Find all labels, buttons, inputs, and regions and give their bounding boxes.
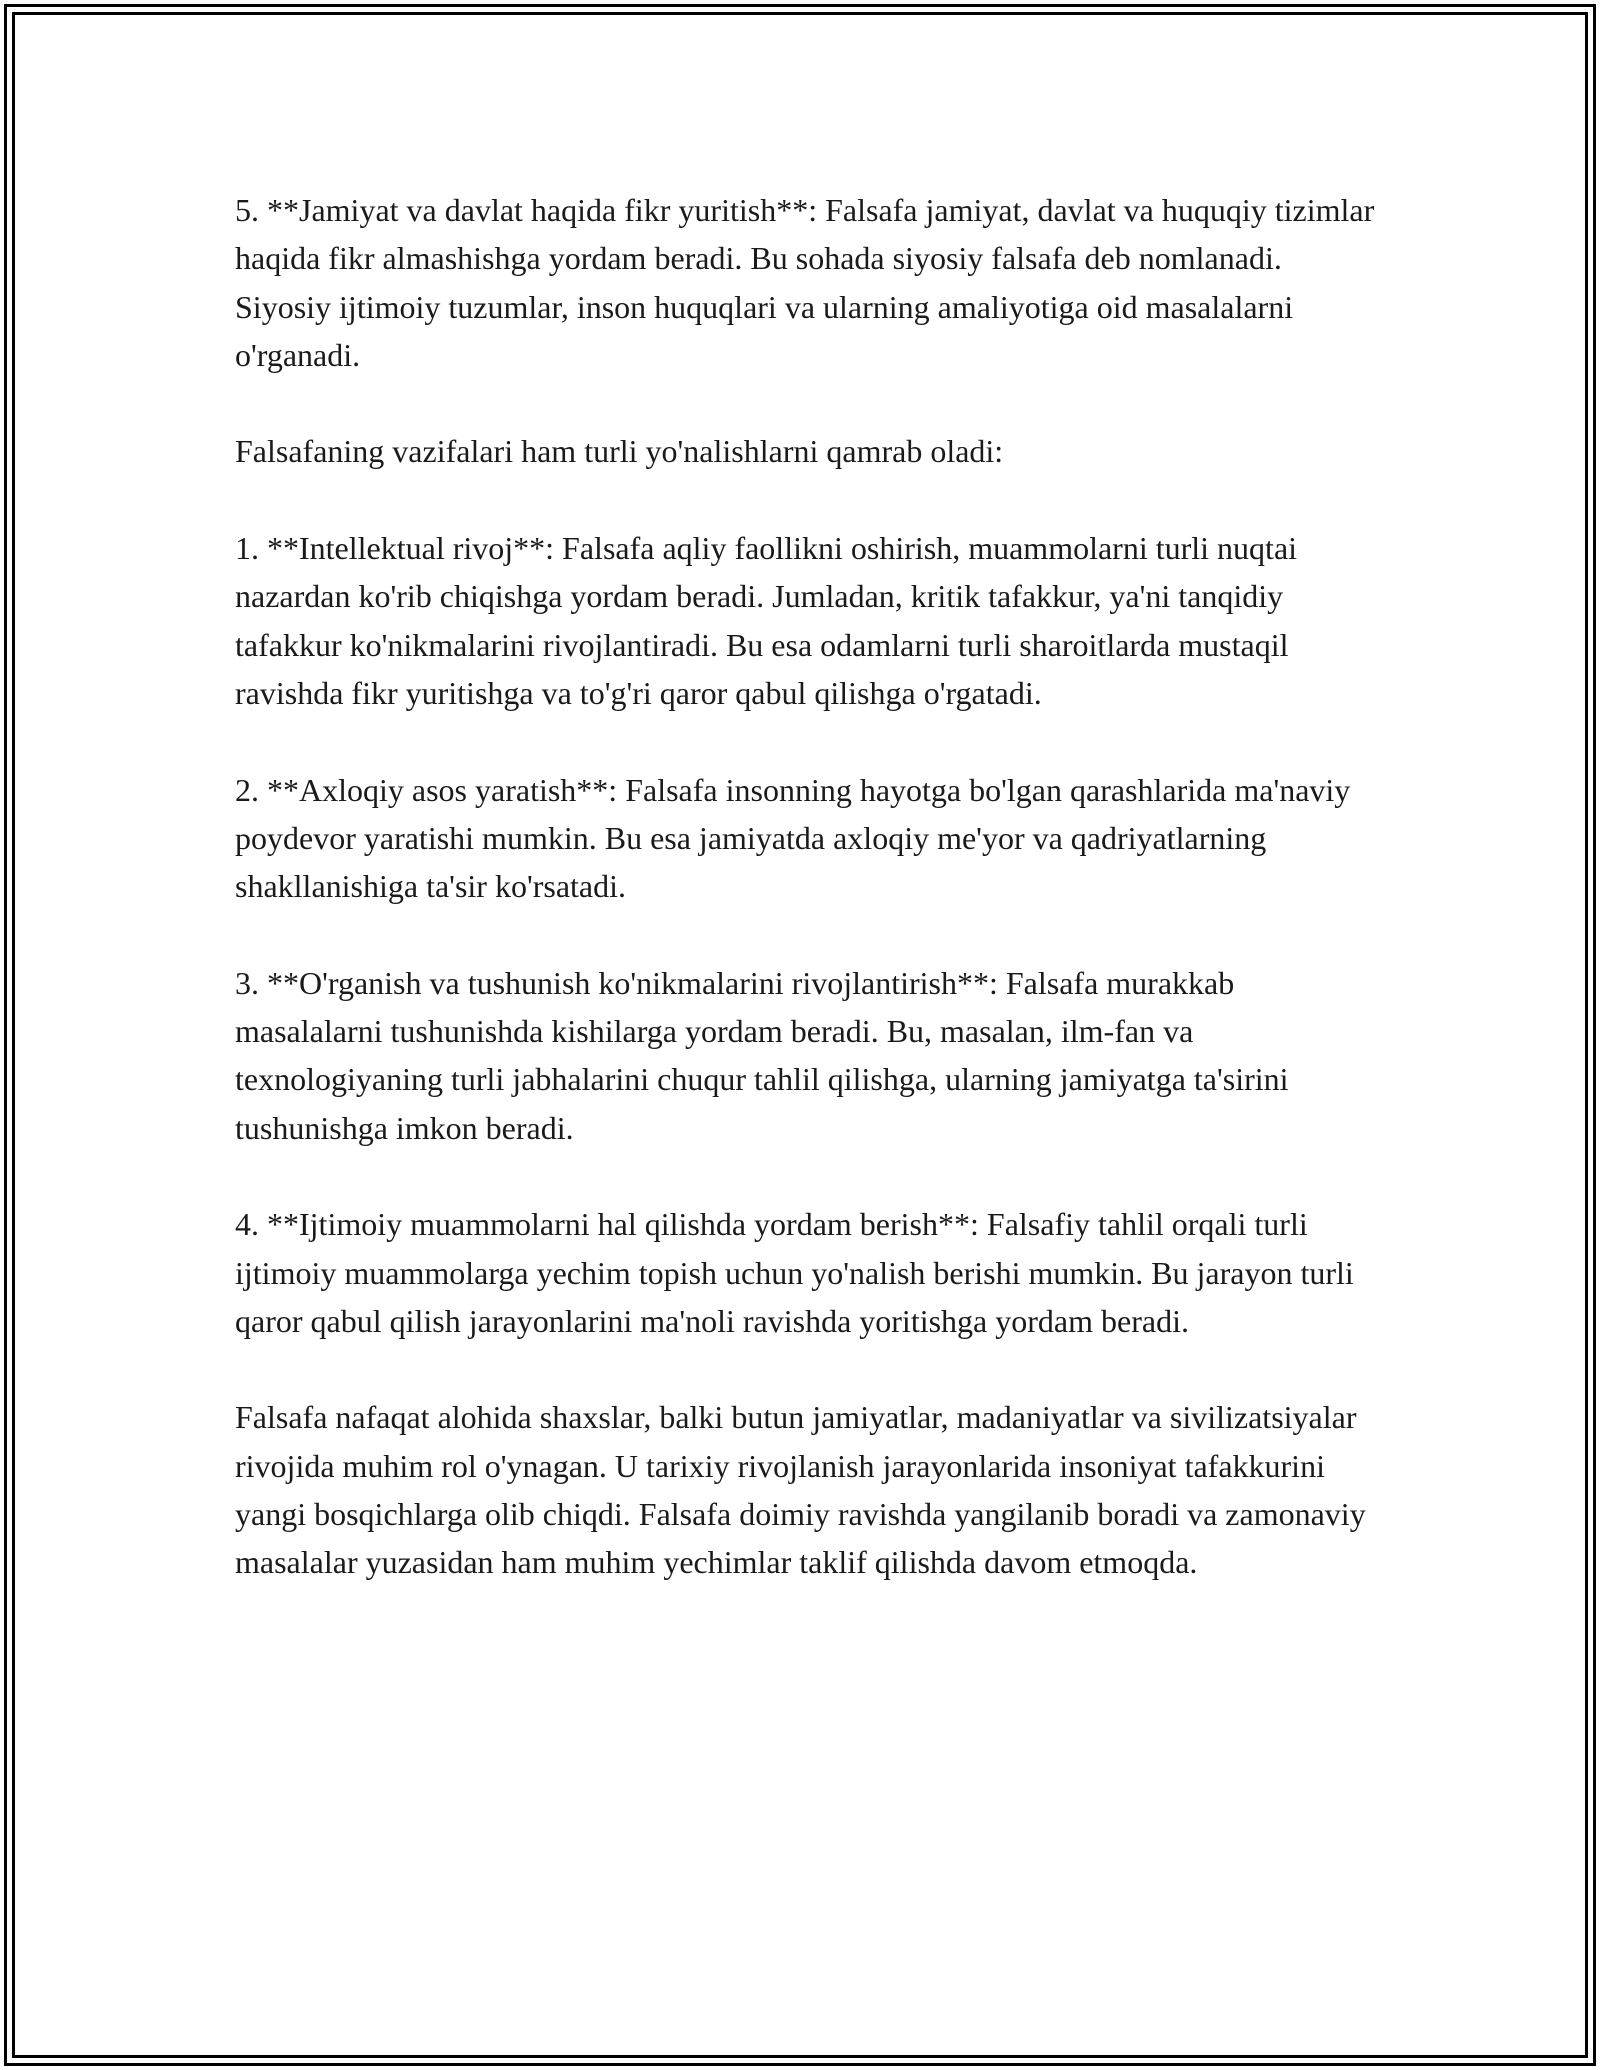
- paragraph-point-4-social: 4. **Ijtimoiy muammolarni hal qilishda yordam berish**: Falsafiy tahlil orqali turli ijtimoiy muammolarga yechim topish uchun yo'nalish berishi mumkin. Bu jarayon turli qaror qabul qilish jarayonlarini ma'noli ravishda yoritishga yordam beradi.: [235, 1206, 1354, 1339]
- paragraph-point-2-ethics: 2. **Axloqiy asos yaratish**: Falsafa insonning hayotga bo'lgan qarashlarida ma'naviy poydevor yaratishi mumkin. Bu esa jamiyatda axloqiy me'yor va qadriyatlarning shakllanishiga ta'sir ko'rsatadi.: [235, 771, 1351, 905]
- paragraph-functions-intro: Falsafaning vazifalari ham turli yo'nalishlarni qamrab oladi:: [235, 433, 1004, 470]
- paragraph-point-3-learning: 3. **O'rganish va tushunish ko'nikmalarini rivojlantirish**: Falsafa murakkab masalalarni tushunishda kishilarga yordam beradi. Bu, masalan, ilm-fan va texnologiyaning turli jabhalarini chuqur tahlil qilishga, ularning jamiyatga ta'sirini tushunishga imkon beradi.: [235, 964, 1289, 1146]
- paragraph-point-5-society-state: 5. **Jamiyat va davlat haqida fikr yuritish**: Falsafa jamiyat, davlat va huquqiy tizimlar haqida fikr almashishga yordam beradi. Bu sohada siyosiy falsafa deb nomlanadi. Siyosiy ijtimoiy tuzumlar, inson huquqlari va ularning amaliyotiga oid masalalarni o'rganadi.: [235, 192, 1375, 373]
- paragraph-conclusion: Falsafa nafaqat alohida shaxslar, balki butun jamiyatlar, madaniyatlar va sivilizatsiyalar rivojida muhim rol o'ynagan. U tarixiy rivojlanish jarayonlarida insoniyat tafakkurini yangi bosqichlarga olib chiqdi. Falsafa doimiy ravishda yangilanib boradi va zamonaviy masalalar yuzasidan ham muhim yechimlar taklif qilishda davom etmoqda.: [235, 1399, 1366, 1581]
- paragraph-point-1-intellectual: 1. **Intellektual rivoj**: Falsafa aqliy faollikni oshirish, muammolarni turli nuqtai nazardan ko'rib chiqishga yordam beradi. Jumladan, kritik tafakkur, ya'ni tanqidiy tafakkur ko'nikmalarini rivojlantiradi. Bu esa odamlarni turli sharoitlarda mustaqil ravishda fikr yuritishga va to'g'ri qaror qabul qilishga o'rgatadi.: [235, 530, 1298, 711]
- document-body: [235, 186, 1385, 1635]
